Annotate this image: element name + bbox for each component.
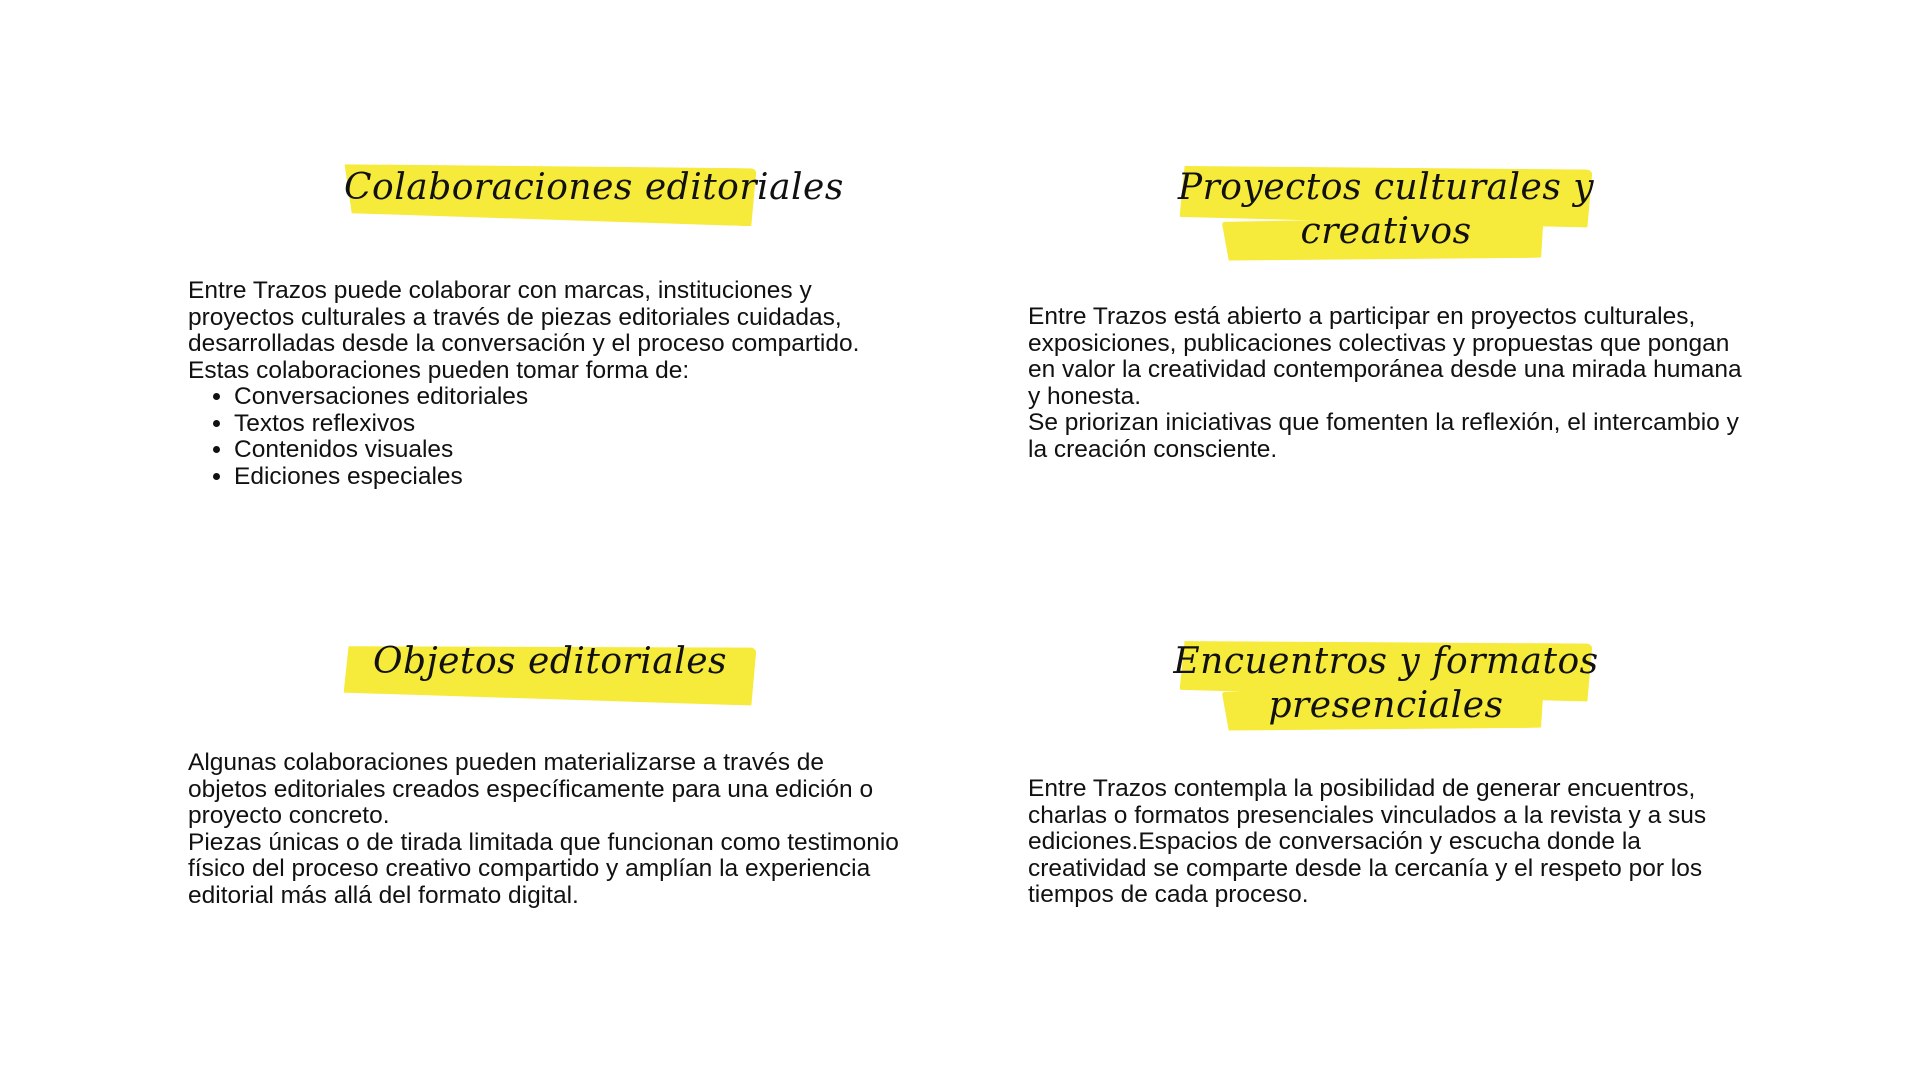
heading-wrap bbox=[344, 640, 756, 684]
section-paragraph: Piezas únicas o de tirada limitada que funcionan como testimonio físico del proceso creativo compartido y amplían la experiencia editorial más allá del formato digital. bbox=[188, 828, 899, 909]
formats-list bbox=[188, 384, 908, 490]
section-title: Colaboraciones editoriales bbox=[344, 167, 844, 208]
list-item: • Conversaciones editoriales bbox=[234, 384, 908, 411]
section-title-line-1: Proyectos culturales y bbox=[1177, 167, 1595, 208]
section-title-line-2: presenciales bbox=[1268, 685, 1504, 726]
heading-wrap bbox=[1160, 640, 1612, 728]
section-objetos-editoriales bbox=[0, 540, 960, 1080]
section-title: Objetos editoriales bbox=[372, 641, 728, 682]
section-paragraph: Entre Trazos está abierto a participar en proyectos culturales, exposiciones, publicaciones colectivas y propuestas que pongan en valor la creatividad contemporánea desde una mirada humana y honesta. bbox=[1028, 303, 1742, 410]
section-title-line-2: creativos bbox=[1300, 211, 1472, 252]
heading-wrap bbox=[1160, 166, 1612, 254]
section-paragraph: Entre Trazos contempla la posibilidad de generar encuentros, charlas o formatos presenciales vinculados a la revista y a sus ediciones.Espacios de conversación y escucha donde la creatividad se comparte desde la cercanía y el respeto por los tiempos de cada proceso. bbox=[1028, 775, 1707, 908]
section-paragraph: Se priorizan iniciativas que fomenten la reflexión, el intercambio y la creación consciente. bbox=[1028, 409, 1739, 463]
section-title-line-1: Encuentros y formatos bbox=[1173, 641, 1599, 682]
section-colaboraciones-editoriales bbox=[0, 0, 960, 540]
section-paragraph: Algunas colaboraciones pueden materializarse a través de objetos editoriales creados específicamente para una edición o proyecto concreto. bbox=[188, 749, 874, 829]
section-body bbox=[1028, 776, 1748, 909]
section-body bbox=[1028, 304, 1748, 463]
section-encuentros-presenciales bbox=[960, 540, 1920, 1080]
section-intro: Entre Trazos puede colaborar con marcas, instituciones y proyectos culturales a través de piezas editoriales cuidadas, desarrolladas desde la conversación y el proceso compartido. bbox=[188, 277, 860, 357]
list-item: • Ediciones especiales bbox=[234, 464, 908, 491]
heading-wrap bbox=[344, 166, 844, 210]
section-body bbox=[188, 750, 908, 909]
list-item: • Contenidos visuales bbox=[234, 437, 908, 464]
section-body bbox=[188, 278, 908, 490]
section-lead: Estas colaboraciones pueden tomar forma de: bbox=[188, 356, 690, 384]
section-proyectos-culturales bbox=[960, 0, 1920, 540]
list-item: • Textos reflexivos bbox=[234, 411, 908, 438]
